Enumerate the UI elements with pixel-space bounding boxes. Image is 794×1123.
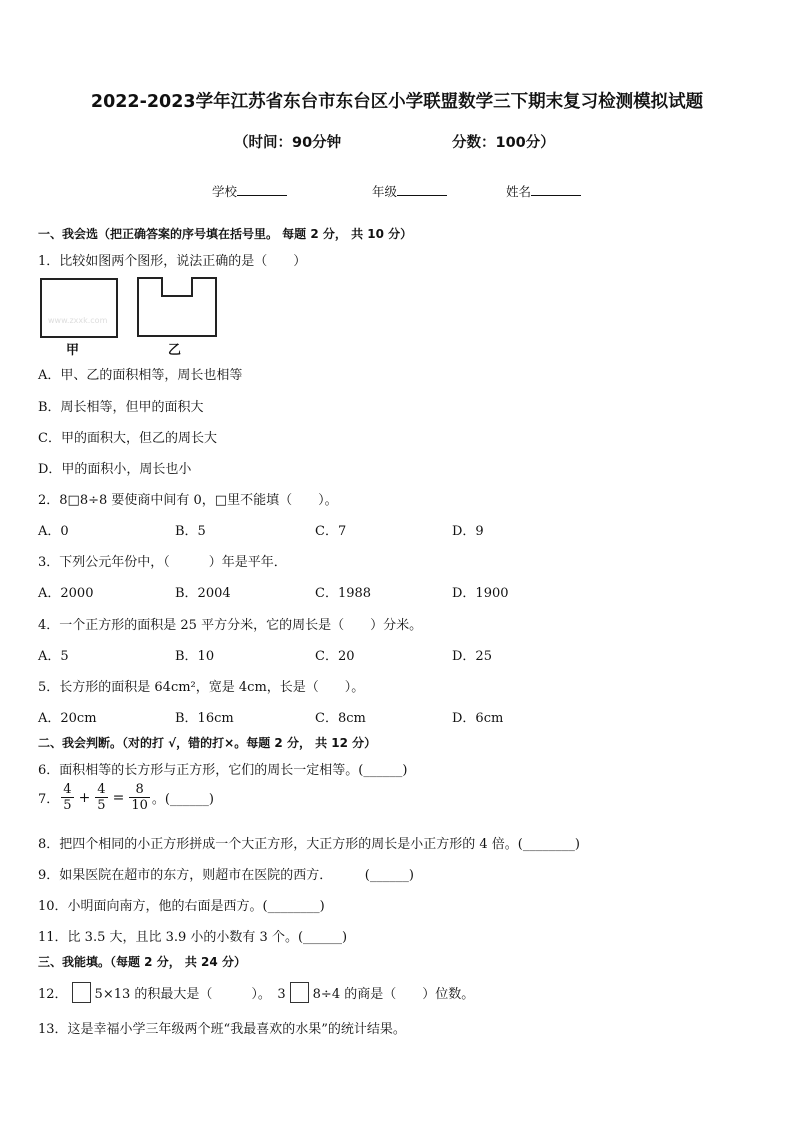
question-12 [38, 982, 474, 1003]
q1-option-d: D．甲的面积小，周长也小 [38, 462, 192, 477]
q1-option-a: A．甲、乙的面积相等，周长也相等 [38, 368, 243, 383]
question-8: 8．把四个相同的小正方形拼成一个大正方形，大正方形的周长是小正方形的 4 倍。(________) [38, 837, 580, 852]
q12-part-1: 5×13 的积最大是（ ）。 3 [94, 987, 286, 1002]
question-9: 9．如果医院在超市的东方，则超市在医院的西方． (______) [38, 868, 414, 883]
q12-digit-box-1 [72, 982, 91, 1003]
q1-option-b: B．周长相等，但甲的面积大 [38, 400, 204, 415]
q4-option-b: B．10 [175, 649, 215, 664]
name-blank [531, 183, 581, 196]
q7-equals: = [112, 789, 125, 806]
exam-score: 分数：100分） [452, 135, 555, 151]
q4-option-a: A．5 [38, 649, 69, 664]
q5-option-c: C．8cm [315, 711, 366, 726]
q5-option-d: D．6cm [452, 711, 504, 726]
q7-answer-blank: 。(______) [151, 792, 215, 807]
question-13: 13．这是幸福小学三年级两个班“我最喜欢的水果”的统计结果。 [38, 1022, 406, 1037]
figure-jia-label: 甲 [66, 343, 80, 358]
name-field [506, 182, 581, 200]
q2-option-b: B．5 [175, 524, 206, 539]
school-label: 学校 [212, 184, 238, 199]
q12-part-2: 8÷4 的商是（ ）位数。 [312, 987, 475, 1002]
q5-option-a: A．20cm [38, 711, 97, 726]
question-10: 10．小明面向南方，他的右面是西方。(________) [38, 899, 325, 914]
q7-plus: + [78, 789, 91, 806]
q1-option-c: C．甲的面积大，但乙的周长大 [38, 431, 217, 446]
q2-option-c: C．7 [315, 524, 347, 539]
exam-time: （时间：90分钟 [234, 135, 342, 151]
q2-option-a: A．0 [38, 524, 69, 539]
figure-jia [40, 278, 118, 338]
watermark: www.zxxk.com [48, 316, 108, 325]
question-1: 1．比较如图两个图形，说法正确的是（ ） [38, 254, 307, 269]
q12-digit-box-2 [290, 982, 309, 1003]
section-1-heading: 一、我会选（把正确答案的序号填在括号里。 每题 2 分， 共 10 分） [38, 227, 413, 241]
name-label: 姓名 [506, 184, 532, 199]
q7-fraction-2: $\frac{4}{5}$ [97, 782, 106, 813]
q2-option-d: D．9 [452, 524, 484, 539]
grade-blank [397, 183, 447, 196]
q4-option-d: D．25 [452, 649, 492, 664]
q12-number: 12． [38, 987, 68, 1002]
section-3-heading: 三、我能填。（每题 2 分， 共 24 分） [38, 955, 246, 969]
q7-fraction-1: $\frac{4}{5}$ [63, 782, 72, 813]
school-field [212, 182, 287, 200]
q3-option-a: A．2000 [38, 586, 94, 601]
question-7 [38, 782, 214, 813]
grade-label: 年级 [372, 184, 398, 199]
q4-option-c: C．20 [315, 649, 355, 664]
exam-title: 2022-2023学年江苏省东台市东台区小学联盟数学三下期末复习检测模拟试题 [90, 92, 704, 112]
q3-option-d: D．1900 [452, 586, 509, 601]
section-2-heading: 二、我会判断。（对的打 √，错的打×。每题 2 分， 共 12 分） [38, 736, 377, 750]
question-3: 3．下列公元年份中，（ ）年是平年． [38, 555, 287, 570]
q7-number: 7． [38, 792, 60, 807]
q3-option-c: C．1988 [315, 586, 372, 601]
question-2: 2．8□8÷8 要使商中间有 0，□里不能填（ ）。 [38, 493, 338, 508]
q3-option-b: B．2004 [175, 586, 231, 601]
figure-yi-label: 乙 [168, 343, 182, 358]
q5-option-b: B．16cm [175, 711, 234, 726]
grade-field [372, 182, 447, 200]
figure-yi [136, 276, 220, 340]
school-blank [237, 183, 287, 196]
question-5: 5．长方形的面积是 64cm²，宽是 4cm，长是（ ）。 [38, 680, 365, 695]
question-11: 11．比 3.5 大，且比 3.9 小的小数有 3 个。(______) [38, 930, 348, 945]
question-4: 4．一个正方形的面积是 25 平方分米，它的周长是（ ）分米。 [38, 618, 423, 633]
q7-fraction-3: $\frac{8}{10}$ [131, 782, 148, 813]
question-6: 6．面积相等的长方形与正方形，它们的周长一定相等。(______) [38, 763, 408, 778]
